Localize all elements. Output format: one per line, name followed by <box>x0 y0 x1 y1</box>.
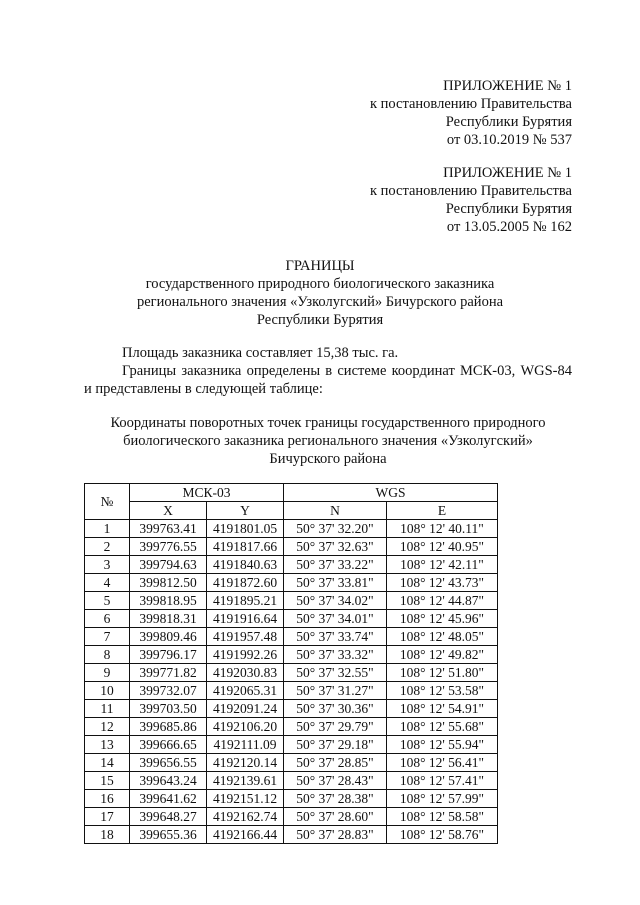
caption-line: биологического заказника регионального значения «Узколугский» <box>123 433 533 449</box>
header-number: № <box>85 484 130 520</box>
appendix-date: от 03.10.2019 № 537 <box>446 132 572 148</box>
table-row <box>85 772 498 790</box>
appendix-line: Республики Бурятия <box>445 114 572 130</box>
cell-e: 108° 12' 51.80" <box>386 664 497 682</box>
document-title <box>0 257 640 329</box>
cell-x: 399655.36 <box>130 826 207 844</box>
cell-y: 4192030.83 <box>207 664 284 682</box>
appendix-date: от 13.05.2005 № 162 <box>446 219 572 235</box>
table-row <box>85 826 498 844</box>
cell-n: 50° 37' 28.60" <box>284 808 387 826</box>
table-row <box>85 682 498 700</box>
cell-x: 399641.62 <box>130 790 207 808</box>
cell-n: 50° 37' 28.83" <box>284 826 387 844</box>
caption-line: Бичурского района <box>269 451 387 467</box>
cell-e: 108° 12' 55.94" <box>386 736 497 754</box>
cell-n: 50° 37' 32.20" <box>284 520 387 538</box>
title-line: регионального значения «Узколугский» Бичурского района <box>136 294 504 310</box>
table-row <box>85 628 498 646</box>
table-row <box>85 790 498 808</box>
cell-e: 108° 12' 43.73" <box>386 574 497 592</box>
cell-y: 4192151.12 <box>207 790 284 808</box>
title-line: государственного природного биологического заказника <box>145 276 495 292</box>
header-e: E <box>386 502 497 520</box>
cell-n: 50° 37' 29.79" <box>284 718 387 736</box>
cell-n: 50° 37' 31.27" <box>284 682 387 700</box>
cell-number: 18 <box>85 826 130 844</box>
header-wgs: WGS <box>284 484 498 502</box>
table-row <box>85 808 498 826</box>
table-row <box>85 664 498 682</box>
table-row <box>85 646 498 664</box>
header-msk03: МСК-03 <box>130 484 284 502</box>
cell-n: 50° 37' 33.81" <box>284 574 387 592</box>
cell-y: 4192111.09 <box>207 736 284 754</box>
cell-n: 50° 37' 28.43" <box>284 772 387 790</box>
cell-n: 50° 37' 32.63" <box>284 538 387 556</box>
cell-number: 7 <box>85 628 130 646</box>
cell-n: 50° 37' 33.22" <box>284 556 387 574</box>
table-row <box>85 520 498 538</box>
cell-x: 399703.50 <box>130 700 207 718</box>
cell-e: 108° 12' 58.76" <box>386 826 497 844</box>
cell-x: 399763.41 <box>130 520 207 538</box>
header-x: X <box>130 502 207 520</box>
cell-number: 16 <box>85 790 130 808</box>
cell-number: 4 <box>85 574 130 592</box>
cell-number: 6 <box>85 610 130 628</box>
table-row <box>85 700 498 718</box>
cell-number: 8 <box>85 646 130 664</box>
caption-line: Координаты поворотных точек границы государственного природного <box>110 415 546 431</box>
cell-x: 399812.50 <box>130 574 207 592</box>
cell-y: 4191895.21 <box>207 592 284 610</box>
cell-y: 4192139.61 <box>207 772 284 790</box>
cell-y: 4191992.26 <box>207 646 284 664</box>
cell-y: 4192162.74 <box>207 808 284 826</box>
appendix-block-1 <box>370 77 572 149</box>
table-row <box>85 718 498 736</box>
cell-x: 399648.27 <box>130 808 207 826</box>
cell-x: 399794.63 <box>130 556 207 574</box>
cell-number: 3 <box>85 556 130 574</box>
cell-x: 399732.07 <box>130 682 207 700</box>
cell-e: 108° 12' 57.99" <box>386 790 497 808</box>
cell-number: 15 <box>85 772 130 790</box>
cell-n: 50° 37' 28.38" <box>284 790 387 808</box>
cell-y: 4192106.20 <box>207 718 284 736</box>
cell-y: 4192120.14 <box>207 754 284 772</box>
title-heading: ГРАНИЦЫ <box>285 258 355 274</box>
cell-y: 4192091.24 <box>207 700 284 718</box>
coordinates-table <box>84 483 498 844</box>
appendix-line: к постановлению Правительства <box>370 183 572 199</box>
header-y: Y <box>207 502 284 520</box>
table-row <box>85 610 498 628</box>
cell-e: 108° 12' 42.11" <box>386 556 497 574</box>
cell-number: 10 <box>85 682 130 700</box>
cell-e: 108° 12' 48.05" <box>386 628 497 646</box>
cell-number: 2 <box>85 538 130 556</box>
appendix-block-2 <box>370 164 572 236</box>
cell-e: 108° 12' 57.41" <box>386 772 497 790</box>
table-row <box>85 754 498 772</box>
cell-e: 108° 12' 56.41" <box>386 754 497 772</box>
cell-n: 50° 37' 32.55" <box>284 664 387 682</box>
cell-e: 108° 12' 49.82" <box>386 646 497 664</box>
appendix-title: ПРИЛОЖЕНИЕ № 1 <box>443 78 572 94</box>
cell-n: 50° 37' 28.85" <box>284 754 387 772</box>
coordinates-table-body <box>85 520 498 844</box>
cell-number: 13 <box>85 736 130 754</box>
cell-n: 50° 37' 30.36" <box>284 700 387 718</box>
cell-y: 4191957.48 <box>207 628 284 646</box>
header-n: N <box>284 502 387 520</box>
cell-x: 399771.82 <box>130 664 207 682</box>
cell-y: 4191801.05 <box>207 520 284 538</box>
cell-x: 399685.86 <box>130 718 207 736</box>
cell-n: 50° 37' 34.01" <box>284 610 387 628</box>
cell-e: 108° 12' 55.68" <box>386 718 497 736</box>
cell-e: 108° 12' 54.91" <box>386 700 497 718</box>
cell-e: 108° 12' 45.96" <box>386 610 497 628</box>
cell-x: 399666.65 <box>130 736 207 754</box>
cell-number: 1 <box>85 520 130 538</box>
cell-number: 9 <box>85 664 130 682</box>
cell-e: 108° 12' 58.58" <box>386 808 497 826</box>
table-caption <box>84 414 572 468</box>
table-row <box>85 592 498 610</box>
boundaries-paragraph: Границы заказника определены в системе координат МСК-03, WGS-84 и представлены в следующей таблице: <box>84 363 572 397</box>
area-paragraph: Площадь заказника составляет 15,38 тыс. га. <box>122 345 399 361</box>
cell-e: 108° 12' 40.11" <box>386 520 497 538</box>
cell-x: 399818.95 <box>130 592 207 610</box>
cell-x: 399656.55 <box>130 754 207 772</box>
cell-number: 14 <box>85 754 130 772</box>
cell-x: 399818.31 <box>130 610 207 628</box>
cell-number: 5 <box>85 592 130 610</box>
cell-number: 17 <box>85 808 130 826</box>
title-line: Республики Бурятия <box>256 312 384 328</box>
cell-number: 12 <box>85 718 130 736</box>
table-row <box>85 538 498 556</box>
cell-x: 399776.55 <box>130 538 207 556</box>
table-row <box>85 574 498 592</box>
cell-n: 50° 37' 29.18" <box>284 736 387 754</box>
appendix-line: Республики Бурятия <box>445 201 572 217</box>
cell-e: 108° 12' 40.95" <box>386 538 497 556</box>
cell-number: 11 <box>85 700 130 718</box>
appendix-line: к постановлению Правительства <box>370 96 572 112</box>
table-row <box>85 736 498 754</box>
cell-x: 399809.46 <box>130 628 207 646</box>
cell-e: 108° 12' 53.58" <box>386 682 497 700</box>
cell-y: 4191817.66 <box>207 538 284 556</box>
cell-y: 4192166.44 <box>207 826 284 844</box>
cell-n: 50° 37' 33.74" <box>284 628 387 646</box>
appendix-title: ПРИЛОЖЕНИЕ № 1 <box>443 165 572 181</box>
cell-e: 108° 12' 44.87" <box>386 592 497 610</box>
cell-n: 50° 37' 33.32" <box>284 646 387 664</box>
cell-x: 399643.24 <box>130 772 207 790</box>
cell-n: 50° 37' 34.02" <box>284 592 387 610</box>
cell-y: 4191872.60 <box>207 574 284 592</box>
cell-y: 4191840.63 <box>207 556 284 574</box>
cell-y: 4192065.31 <box>207 682 284 700</box>
cell-y: 4191916.64 <box>207 610 284 628</box>
table-row <box>85 556 498 574</box>
cell-x: 399796.17 <box>130 646 207 664</box>
